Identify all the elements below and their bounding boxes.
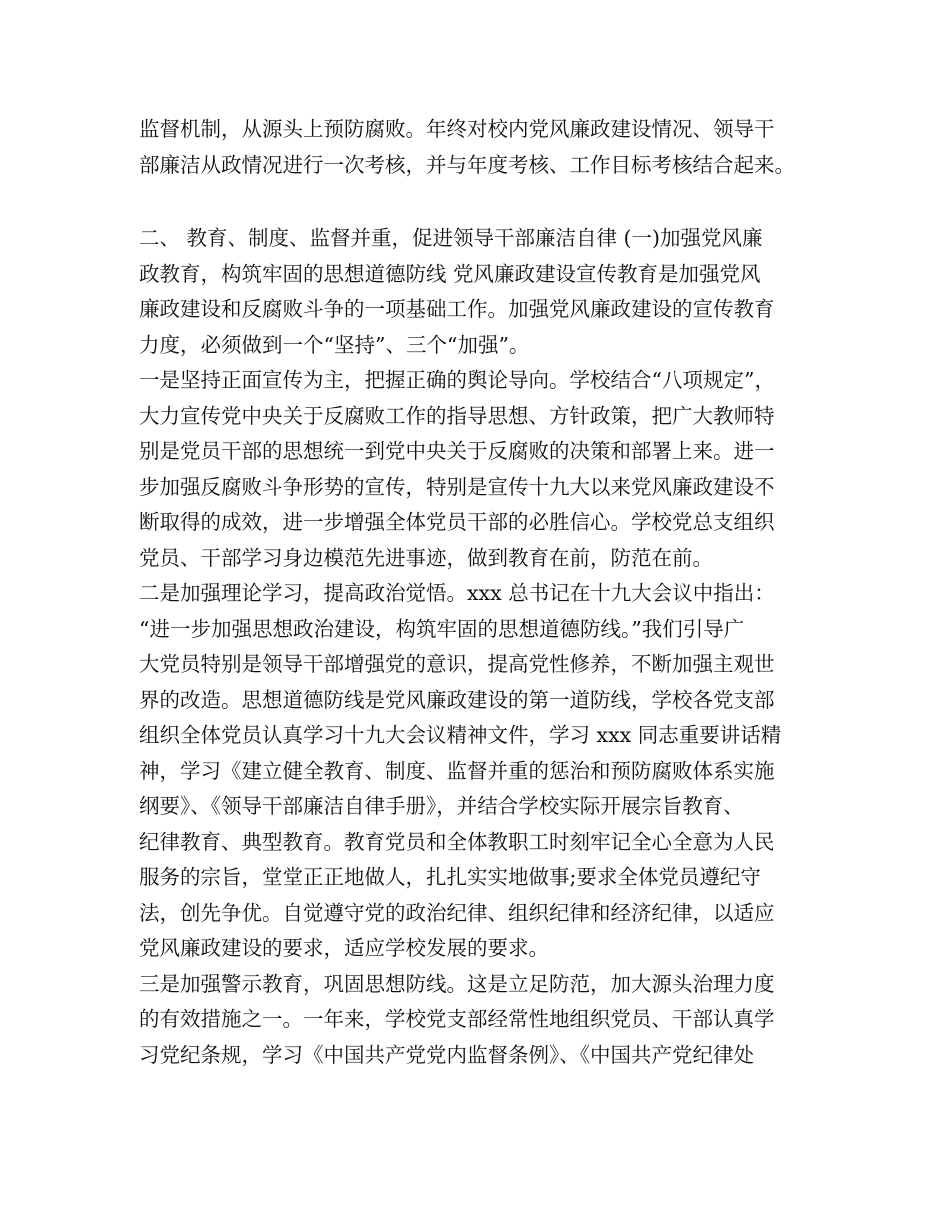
text-line: 纲要》、《领导干部廉洁自律手册》，并结合学校实际开展宗旨教育、 [139,794,744,818]
text-line: 步加强反腐败斗争形势的宣传，特别是宣传十九大以来党风廉政建设不 [139,474,775,499]
text-line: 廉政建设和反腐败斗争的一项基础工作。加强党风廉政建设的宣传教育 [139,297,775,321]
text-line: 监督机制，从源头上预防腐败。年终对校内党风廉政建设情况、领导干 [139,117,775,141]
text-line: 别是党员干部的思想统一到党中央关于反腐败的决策和部署上来。进一 [139,439,775,463]
text-line: 部廉洁从政情况进行一次考核，并与年度考核、工作目标考核结合起来。 [139,152,795,177]
text-line: 力度，必须做到一个“坚持”、三个“加强”。 [139,332,530,357]
text-line: 党员、干部学习身边模范先进事迹，做到教育在前，防范在前。 [139,545,713,570]
paragraph-block-2 [139,221,829,1073]
text-line: 习党纪条规，学习《中国共产党党内监督条例》、《中国共产党纪律处 [139,1042,754,1067]
text-line: 一是坚持正面宣传为主，把握正确的舆论导向。学校结合“八项规定”， [139,368,775,392]
text-line: 法，创先争优。自觉遵守党的政治纪律、组织纪律和经济纪律，以适应 [139,900,775,925]
paragraph-block-1 [139,112,829,183]
text-line: 大党员特别是领导干部增强党的意识，提高党性修养，不断加强主观世 [139,652,775,676]
text-line: “进一步加强思想政治建设，构筑牢固的思想道德防线。”我们引导广 [139,616,745,641]
text-line: 神，学习《建立健全教育、制度、监督并重的惩治和预防腐败体系实施 [139,758,775,783]
text-line: 党风廉政建设的要求，适应学校发展的要求。 [139,936,549,960]
text-line: 服务的宗旨，堂堂正正地做人，扎扎实实地做事;要求全体党员遵纪守 [139,865,761,889]
text-line: 断取得的成效，进一步增强全体党员干部的必胜信心。学校党总支组织 [139,510,775,534]
text-line: 纪律教育、典型教育。教育党员和全体教职工时刻牢记全心全意为人民 [139,829,775,854]
text-line: 大力宣传党中央关于反腐败工作的指导思想、方针政策，把广大教师特 [139,403,775,428]
text-line: 界的改造。思想道德防线是党风廉政建设的第一道防线，学校各党支部 [139,687,775,712]
text-line: 组织全体党员认真学习十九大会议精神文件，学习 xxx 同志重要讲话精 [139,723,782,747]
text-line: 的有效措施之一。一年来，学校党支部经常性地组织党员、干部认真学 [139,1007,775,1031]
text-line: 政教育，构筑牢固的思想道德防线 党风廉政建设宣传教育是加强党风 [139,261,761,286]
text-line: 二是加强理论学习，提高政治觉悟。xxx 总书记在十九大会议中指出： [139,581,775,605]
text-line: 三是加强警示教育，巩固思想防线。这是立足防范，加大源头治理力度 [139,971,775,996]
section-heading-line: 二、 教育、制度、监督并重，促进领导干部廉洁自律 (一)加强党风廉 [139,226,763,250]
